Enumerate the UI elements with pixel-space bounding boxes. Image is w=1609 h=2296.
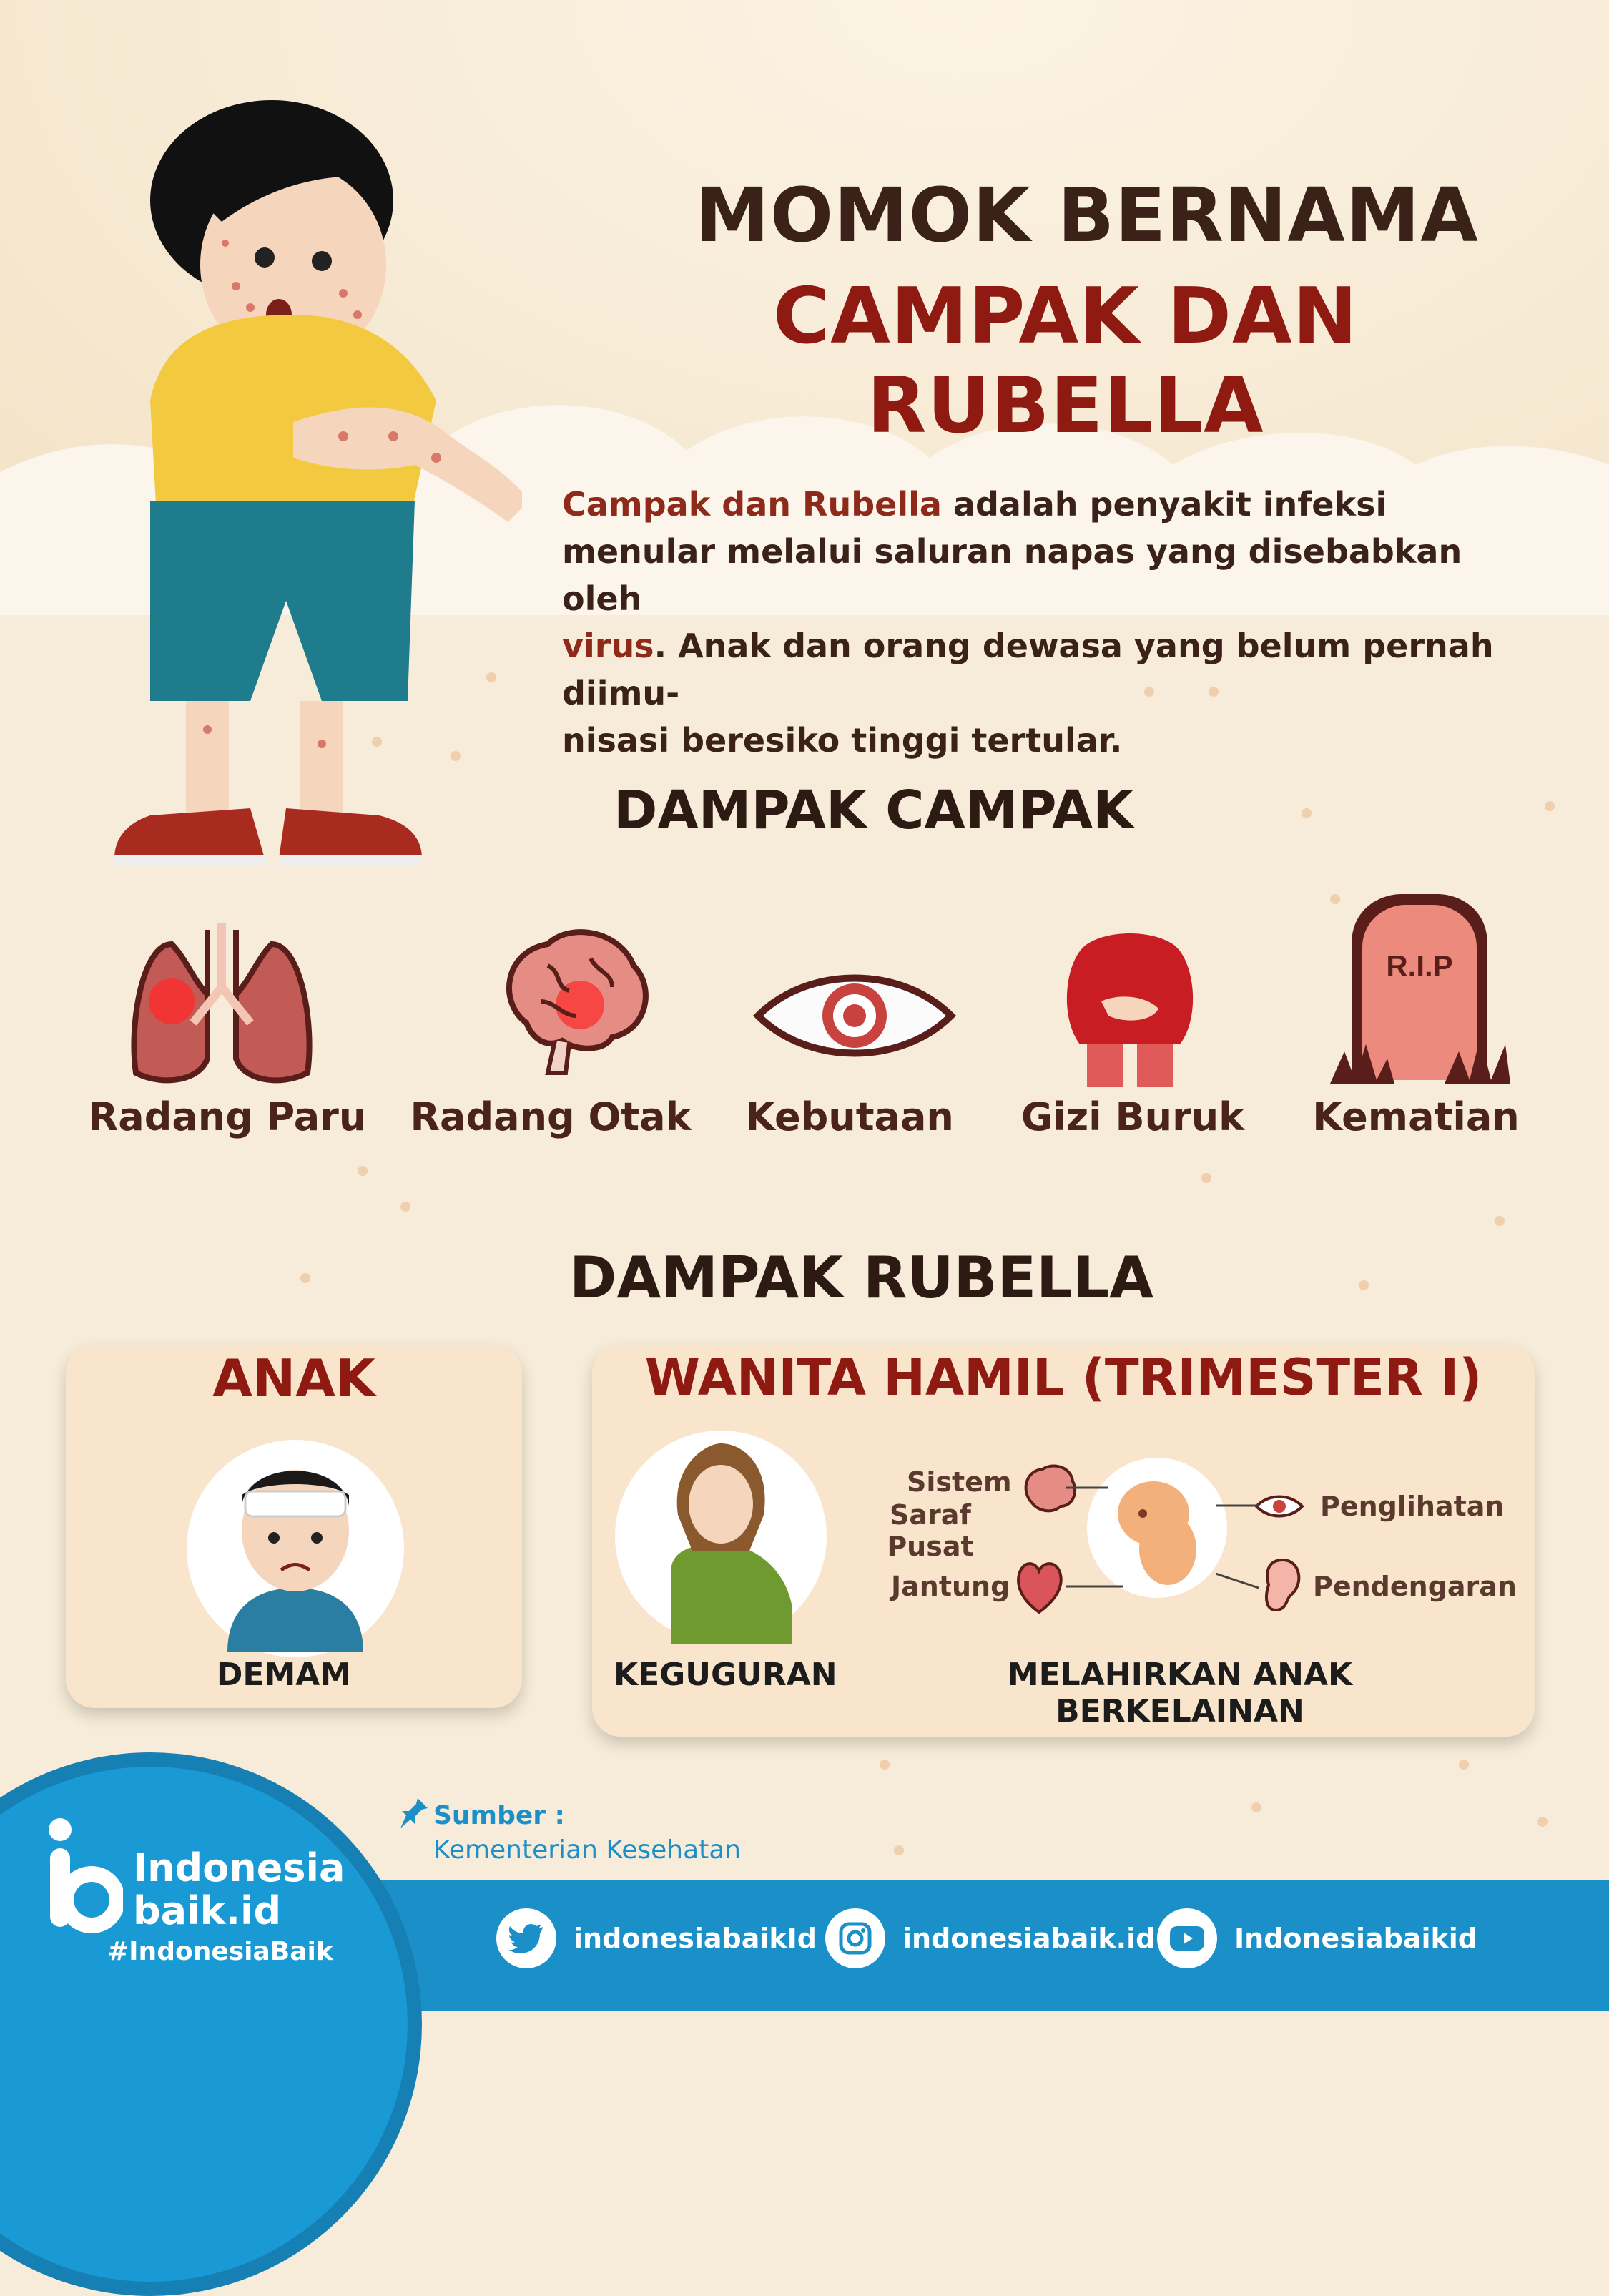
- organ-label-saraf-line2: Saraf Pusat: [887, 1499, 974, 1562]
- organ-label-pendengaran: Pendengaran: [1313, 1571, 1517, 1602]
- youtube-handle: Indonesiabaikid: [1234, 1923, 1477, 1954]
- instagram-handle: indonesiabaik.id: [902, 1923, 1156, 1954]
- rubella-heading: DAMPAK RUBELLA: [569, 1245, 1154, 1311]
- intro-text: menular melalui saluran napas yang disebabkan oleh: [562, 532, 1462, 618]
- indonesiabaik-logo-icon: [44, 1814, 123, 1936]
- pregnant-woman-icon: [614, 1429, 828, 1644]
- brand-name-line2: baik.id: [133, 1888, 282, 1933]
- brain-icon: [498, 923, 655, 1080]
- youtube-icon: [1157, 1908, 1217, 1968]
- twitter-icon: [496, 1908, 556, 1968]
- twitter-handle: indonesiabaikId: [574, 1923, 817, 1954]
- anak-panel-title: ANAK: [212, 1348, 375, 1408]
- campak-label-kebutaan: Kebutaan: [745, 1094, 954, 1139]
- brand-hashtag: #IndonesiaBaik: [107, 1937, 333, 1966]
- page-title-line1: MOMOK BERNAMA: [695, 172, 1479, 259]
- social-twitter[interactable]: [496, 1908, 817, 1968]
- sick-boy-illustration: [107, 100, 522, 873]
- social-instagram[interactable]: [825, 1908, 1155, 1968]
- source-text: Kementerian Kesehatan: [433, 1835, 742, 1865]
- connector-lines: [1216, 1502, 1266, 1602]
- pin-icon: [398, 1797, 429, 1828]
- intro-text: . Anak dan orang dewasa yang belum pernah diimu-: [562, 627, 1494, 712]
- ear-icon: [1261, 1556, 1304, 1614]
- organ-label-saraf-line1: Sistem: [907, 1466, 1012, 1498]
- campak-heading: DAMPAK CAMPAK: [614, 780, 1134, 841]
- intro-text: adalah penyakit infeksi: [941, 485, 1387, 524]
- tombstone-text: R.I.P: [1386, 949, 1453, 983]
- campak-label-radang-otak: Radang Otak: [410, 1094, 692, 1139]
- page-title-line2: CAMPAK DAN RUBELLA: [772, 272, 1359, 451]
- intro-text: nisasi beresiko tinggi tertular.: [562, 721, 1123, 760]
- hamil-label-keguguran: KEGUGURAN: [614, 1657, 837, 1693]
- social-youtube[interactable]: [1157, 1908, 1477, 1968]
- tombstone-icon: [1323, 894, 1516, 1087]
- campak-label-gizi-buruk: Gizi Buruk: [1020, 1094, 1245, 1139]
- organ-label-penglihatan: Penglihatan: [1320, 1491, 1505, 1522]
- intro-highlight-virus: virus: [562, 627, 654, 665]
- organ-label-jantung: Jantung: [891, 1571, 1010, 1602]
- source-label: Sumber :: [433, 1801, 565, 1830]
- feverish-child-icon: [184, 1438, 406, 1659]
- intro-paragraph: [562, 481, 1535, 764]
- heart-icon: [1014, 1556, 1064, 1614]
- anak-label-demam: DEMAM: [216, 1657, 352, 1693]
- instagram-icon: [825, 1908, 885, 1968]
- brand-name-line1: Indonesia: [133, 1845, 345, 1890]
- hamil-label-berkelainan: MELAHIRKAN ANAK BERKELAINAN: [1007, 1657, 1353, 1730]
- campak-label-kematian: Kematian: [1312, 1094, 1520, 1139]
- eye-icon: [751, 966, 958, 1066]
- intro-highlight-disease: Campak dan Rubella: [562, 485, 942, 524]
- campak-label-radang-paru: Radang Paru: [88, 1094, 367, 1139]
- lungs-icon: [122, 916, 322, 1094]
- malnutrition-icon: [1051, 930, 1209, 1087]
- wanita-hamil-panel-title: WANITA HAMIL (TRIMESTER I): [644, 1348, 1482, 1407]
